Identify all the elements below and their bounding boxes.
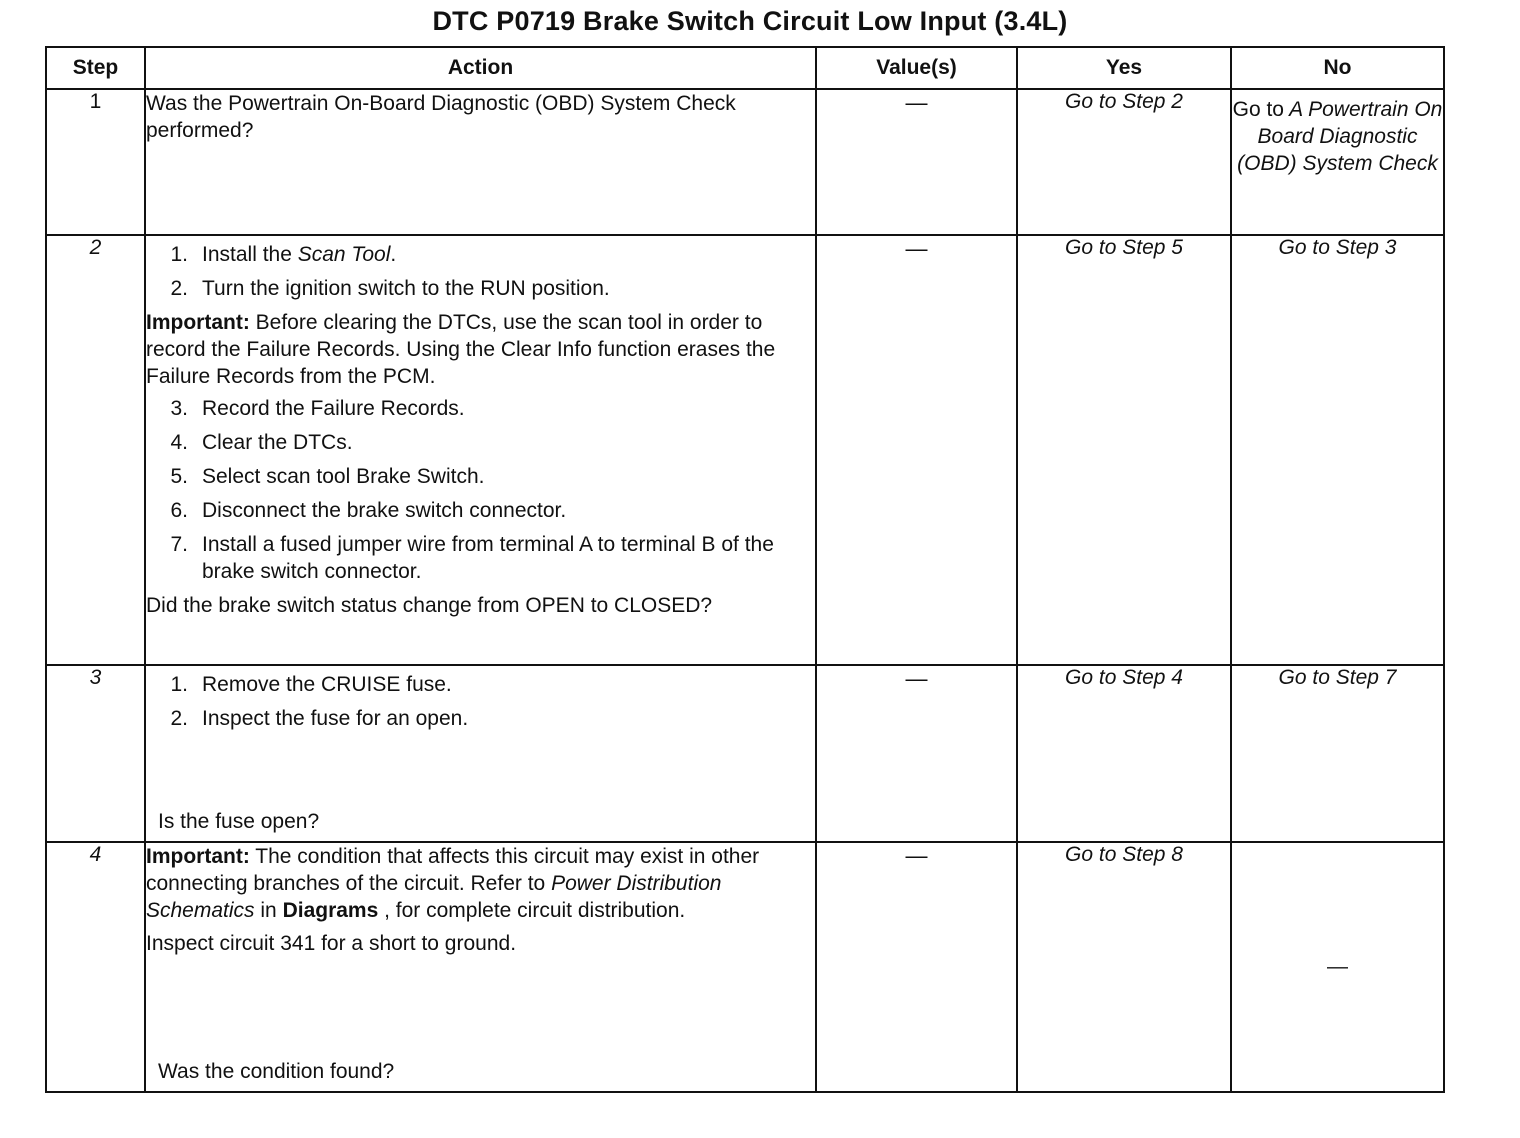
list-text: Record the Failure Records. [202,397,465,420]
no-cell[interactable] [1231,89,1444,235]
list-text: Inspect the fuse for an open. [202,707,469,730]
action-cell [145,235,816,665]
header-row [46,47,1444,89]
action-question: Is the fuse open? [158,810,320,833]
inspect-instruction: Inspect circuit 341 for a short to ground. [146,932,517,955]
list-number: 6. [170,499,188,522]
yes-cell[interactable]: Go to Step 5 [1017,235,1231,665]
no-prefix: Go to [1232,98,1284,121]
page-title: DTC P0719 Brake Switch Circuit Low Input (3.4L) [432,6,1068,36]
scan-tool-link[interactable]: Scan Tool [297,243,391,266]
yes-cell[interactable]: Go to Step 2 [1017,89,1231,235]
no-cell[interactable]: Go to Step 7 [1231,665,1444,842]
list-item [146,395,815,422]
step-number: 2 [46,235,145,665]
important-text: The condition that affects this circuit may exist in other connecting branches of the circuit. Refer to [146,845,760,895]
important-text: Before clearing the DTCs, use the scan tool in order to record the Failure Records. Using the Clear Info function erases the Failure Records from the PCM. [146,311,776,388]
list-item [146,705,815,732]
yes-cell[interactable]: Go to Step 4 [1017,665,1231,842]
list-text-pre: Install the [202,243,298,266]
value-cell: — [816,89,1017,235]
list-item [146,463,815,490]
important-label: Important: [146,311,250,334]
diagrams-link[interactable]: Diagrams [282,899,379,922]
value-cell: — [816,842,1017,1092]
list-item [146,275,815,302]
step-number: 4 [46,842,145,1092]
list-text: Clear the DTCs. [202,431,353,454]
procedure-list [146,671,815,732]
list-number: 2. [170,707,188,730]
header-step: Step [46,47,145,89]
important-note [146,309,815,390]
action-question: Was the Powertrain On-Board Diagnostic (OBD) System Check performed? [146,92,736,142]
table-row [46,89,1444,235]
list-text: Select scan tool Brake Switch. [202,465,485,488]
list-text [202,241,815,268]
no-cell: — [1231,842,1444,1092]
step-number: 3 [46,665,145,842]
action-question: Did the brake switch status change from OPEN to CLOSED? [146,594,713,617]
no-link[interactable]: A Powertrain On Board Diagnostic (OBD) System Check [1237,98,1443,175]
list-item [146,241,815,268]
list-number: 7. [170,533,188,556]
header-action: Action [145,47,816,89]
list-text: Install a fused jumper wire from terminal A to terminal B of the brake switch connector. [202,533,774,583]
list-number: 1. [170,673,188,696]
list-number: 4. [170,431,188,454]
list-number: 5. [170,465,188,488]
power-distribution-link[interactable]: Power Distribution Schematics [146,872,722,922]
important-text-mid: in [254,899,283,922]
table-row [46,235,1444,665]
value-cell: — [816,665,1017,842]
no-cell[interactable]: Go to Step 3 [1231,235,1444,665]
header-yes: Yes [1017,47,1231,89]
list-item [146,429,815,456]
list-text-post: . [390,243,397,266]
list-item [146,671,815,698]
action-cell [145,89,816,235]
list-number: 3. [170,397,188,420]
procedure-list [146,241,815,302]
list-text: Disconnect the brake switch connector. [202,499,567,522]
list-item [146,497,815,524]
action-cell [145,665,816,842]
header-no: No [1231,47,1444,89]
list-text: Turn the ignition switch to the RUN position. [202,277,610,300]
list-text: Remove the CRUISE fuse. [202,673,452,696]
action-question: Was the condition found? [158,1060,395,1083]
list-number: 2. [170,277,188,300]
important-text-post: , for complete circuit distribution. [378,899,686,922]
list-item [146,531,815,585]
table-row [46,665,1444,842]
action-cell [145,842,816,1092]
diagnostic-table [45,46,1445,1093]
table-row [46,842,1444,1092]
step-number: 1 [46,89,145,235]
list-number: 1. [170,243,188,266]
value-cell: — [816,235,1017,665]
important-note [146,843,815,924]
important-label: Important: [146,845,250,868]
procedure-list [146,395,815,585]
header-values: Value(s) [816,47,1017,89]
yes-cell[interactable]: Go to Step 8 [1017,842,1231,1092]
